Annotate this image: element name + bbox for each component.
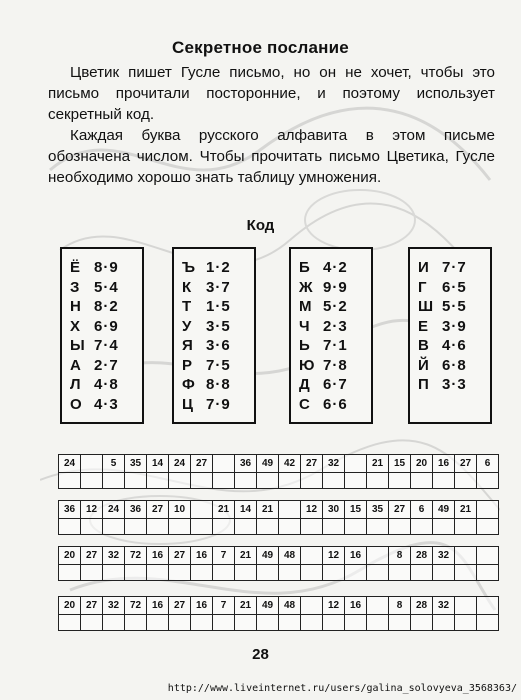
code-expression: 7·7 [442, 259, 467, 277]
answer-cell[interactable] [235, 565, 257, 581]
number-cell: 24 [59, 455, 81, 473]
answer-cell[interactable] [411, 615, 433, 631]
answer-cell[interactable] [125, 565, 147, 581]
code-expression: 1·5 [206, 298, 231, 316]
number-cell: 28 [411, 597, 433, 615]
number-cell: 36 [235, 455, 257, 473]
code-expression: 3·5 [206, 317, 231, 335]
code-expression: 5·4 [94, 278, 119, 296]
answer-cell[interactable] [81, 519, 103, 535]
answer-grid [58, 546, 499, 581]
code-entry [418, 278, 484, 298]
code-letter: Ж [299, 278, 313, 296]
number-cell: 12 [323, 547, 345, 565]
code-entry [182, 297, 248, 317]
answer-cell[interactable] [59, 565, 81, 581]
code-letter: В [418, 337, 429, 355]
answer-cell[interactable] [125, 473, 147, 489]
code-entry [70, 375, 136, 395]
code-letter: Е [418, 317, 429, 335]
code-expression: 4·3 [94, 395, 119, 413]
number-cell: 27 [81, 597, 103, 615]
answer-cell[interactable] [279, 615, 301, 631]
number-cell: 21 [367, 455, 389, 473]
number-cell: 6 [411, 501, 433, 519]
code-letter: Ч [299, 317, 310, 335]
answer-cell[interactable] [323, 615, 345, 631]
number-cell: 27 [147, 501, 169, 519]
number-cell: 24 [103, 501, 125, 519]
code-entry [299, 278, 365, 298]
code-letter: Л [70, 376, 81, 394]
intro-text [48, 62, 495, 188]
intro-paragraph: Цветик пишет Гусле письмо, но он не хочет, чтобы это письмо прочитали посторонние, и поэтому использует секретный код. [48, 64, 495, 123]
number-cell: 30 [323, 501, 345, 519]
code-entry [418, 356, 484, 376]
number-cell: 15 [345, 501, 367, 519]
answer-cell[interactable] [389, 473, 411, 489]
code-letter: Х [70, 317, 81, 335]
number-cell: 48 [279, 547, 301, 565]
code-expression: 4·2 [323, 259, 348, 277]
code-entry [299, 297, 365, 317]
number-cell: 27 [81, 547, 103, 565]
number-cell [301, 547, 323, 565]
code-expression: 7·1 [323, 337, 348, 355]
number-cell: 16 [191, 547, 213, 565]
code-box [172, 247, 256, 424]
answer-cell[interactable] [191, 615, 213, 631]
number-cell [477, 547, 499, 565]
code-expression: 7·5 [206, 356, 231, 374]
code-expression: 5·5 [442, 298, 467, 316]
code-letter: Б [299, 259, 310, 277]
answer-grid [58, 596, 499, 631]
code-box [289, 247, 373, 424]
number-cell: 16 [147, 597, 169, 615]
answer-cell[interactable] [411, 473, 433, 489]
code-entry [182, 278, 248, 298]
code-letter: Я [182, 337, 193, 355]
code-entry [299, 258, 365, 278]
number-cell: 8 [389, 597, 411, 615]
answer-cell[interactable] [279, 519, 301, 535]
answer-cell[interactable] [477, 615, 499, 631]
code-expression: 6·7 [323, 376, 348, 394]
number-cell: 48 [279, 597, 301, 615]
answer-cell[interactable] [389, 615, 411, 631]
number-cell: 72 [125, 597, 147, 615]
number-cell: 14 [235, 501, 257, 519]
code-expression: 3·3 [442, 376, 467, 394]
number-cell [367, 547, 389, 565]
number-cell: 49 [257, 455, 279, 473]
code-letter: Ю [299, 356, 315, 374]
number-cell [455, 547, 477, 565]
code-letter: Г [418, 278, 427, 296]
answer-cell[interactable] [345, 615, 367, 631]
answer-cell[interactable] [323, 473, 345, 489]
code-entry [299, 395, 365, 415]
number-cell: 27 [389, 501, 411, 519]
answer-cell[interactable] [257, 615, 279, 631]
answer-cell[interactable] [103, 565, 125, 581]
answer-cell[interactable] [213, 565, 235, 581]
answer-cell[interactable] [103, 473, 125, 489]
number-cell: 36 [125, 501, 147, 519]
answer-cell[interactable] [477, 565, 499, 581]
code-letter: Р [182, 356, 193, 374]
number-cell: 6 [477, 455, 499, 473]
number-cell: 21 [257, 501, 279, 519]
code-expression: 3·7 [206, 278, 231, 296]
code-entry [70, 317, 136, 337]
code-letter: Ш [418, 298, 434, 316]
intro-paragraph: Каждая буква русского алфавита в этом письме обозначена числом. Чтобы прочитать письмо Цветика, Гусле необходимо хорошо знать таблицу умножения. [48, 127, 495, 186]
code-entry [418, 375, 484, 395]
code-entry [182, 375, 248, 395]
number-cell: 21 [455, 501, 477, 519]
number-cell: 42 [279, 455, 301, 473]
answer-cell[interactable] [257, 565, 279, 581]
code-entry [70, 395, 136, 415]
answer-cell[interactable] [257, 473, 279, 489]
code-letter: К [182, 278, 192, 296]
answer-cell[interactable] [147, 615, 169, 631]
number-cell: 72 [125, 547, 147, 565]
number-cell [455, 597, 477, 615]
code-letter: Ф [182, 376, 195, 394]
number-cell: 5 [103, 455, 125, 473]
number-cell: 21 [235, 597, 257, 615]
code-expression: 9·9 [323, 278, 348, 296]
code-expression: 8·9 [94, 259, 119, 277]
number-cell: 16 [345, 597, 367, 615]
answer-cell[interactable] [367, 473, 389, 489]
number-cell [477, 597, 499, 615]
page-number: 28 [252, 646, 269, 663]
code-entry [70, 356, 136, 376]
number-cell: 7 [213, 547, 235, 565]
answer-cell[interactable] [169, 519, 191, 535]
answer-cell[interactable] [301, 565, 323, 581]
number-cell: 12 [323, 597, 345, 615]
code-letter: З [70, 278, 80, 296]
code-letter: П [418, 376, 429, 394]
answer-cell[interactable] [235, 519, 257, 535]
answer-cell[interactable] [455, 565, 477, 581]
number-cell: 10 [169, 501, 191, 519]
answer-cell[interactable] [279, 565, 301, 581]
code-entry [70, 258, 136, 278]
answer-cell[interactable] [125, 519, 147, 535]
number-cell [81, 455, 103, 473]
answer-cell[interactable] [213, 473, 235, 489]
answer-cell[interactable] [147, 519, 169, 535]
code-letter: Ы [70, 337, 85, 355]
answer-cell[interactable] [213, 615, 235, 631]
number-cell: 32 [433, 597, 455, 615]
answer-cell[interactable] [433, 473, 455, 489]
code-entry [70, 278, 136, 298]
answer-cell[interactable] [191, 565, 213, 581]
answer-cell[interactable] [169, 615, 191, 631]
code-entry [299, 336, 365, 356]
answer-cell[interactable] [59, 615, 81, 631]
number-cell [367, 597, 389, 615]
code-letter: О [70, 395, 82, 413]
answer-cell[interactable] [257, 519, 279, 535]
answer-cell[interactable] [411, 519, 433, 535]
code-expression: 7·9 [206, 395, 231, 413]
number-cell: 21 [213, 501, 235, 519]
answer-cell[interactable] [345, 519, 367, 535]
number-cell: 35 [367, 501, 389, 519]
answer-cell[interactable] [301, 473, 323, 489]
code-expression: 6·5 [442, 278, 467, 296]
answer-cell[interactable] [367, 615, 389, 631]
answer-cell[interactable] [191, 519, 213, 535]
answer-cell[interactable] [455, 519, 477, 535]
number-cell: 21 [235, 547, 257, 565]
code-expression: 6·8 [442, 356, 467, 374]
number-cell: 32 [103, 597, 125, 615]
answer-cell[interactable] [59, 519, 81, 535]
answer-cell[interactable] [235, 473, 257, 489]
number-cell [213, 455, 235, 473]
answer-cell[interactable] [477, 473, 499, 489]
number-cell: 32 [323, 455, 345, 473]
answer-cell[interactable] [389, 565, 411, 581]
number-cell: 49 [257, 597, 279, 615]
code-expression: 8·8 [206, 376, 231, 394]
code-letter: Ё [70, 259, 81, 277]
number-cell: 27 [455, 455, 477, 473]
number-cell: 15 [389, 455, 411, 473]
code-entry [182, 395, 248, 415]
code-box [408, 247, 492, 424]
code-entry [418, 317, 484, 337]
number-cell: 12 [301, 501, 323, 519]
answer-cell[interactable] [367, 519, 389, 535]
answer-cell[interactable] [323, 565, 345, 581]
answer-cell[interactable] [81, 565, 103, 581]
number-cell: 27 [169, 597, 191, 615]
source-url: http://www.liveinternet.ru/users/galina_solovyeva_3568363/ [167, 683, 517, 694]
answer-cell[interactable] [103, 615, 125, 631]
number-cell: 27 [169, 547, 191, 565]
code-expression: 5·2 [323, 298, 348, 316]
answer-cell[interactable] [81, 615, 103, 631]
code-entry [182, 317, 248, 337]
answer-cell[interactable] [455, 473, 477, 489]
number-cell: 20 [59, 547, 81, 565]
number-cell [477, 501, 499, 519]
code-entry [418, 336, 484, 356]
code-entry [418, 258, 484, 278]
number-cell: 16 [147, 547, 169, 565]
code-letter: Ъ [182, 259, 196, 277]
answer-cell[interactable] [103, 519, 125, 535]
code-letter: А [70, 356, 81, 374]
code-title: Код [246, 217, 275, 234]
answer-cell[interactable] [389, 519, 411, 535]
answer-grid [58, 454, 499, 489]
number-cell: 20 [411, 455, 433, 473]
number-cell: 32 [433, 547, 455, 565]
number-cell: 32 [103, 547, 125, 565]
answer-grid [58, 500, 499, 535]
number-cell [191, 501, 213, 519]
code-entry [182, 336, 248, 356]
answer-cell[interactable] [147, 565, 169, 581]
code-expression: 8·2 [94, 298, 119, 316]
code-letter: Ц [182, 395, 193, 413]
number-cell: 8 [389, 547, 411, 565]
code-entry [299, 356, 365, 376]
code-letter: У [182, 317, 192, 335]
number-cell: 16 [433, 455, 455, 473]
answer-cell[interactable] [301, 519, 323, 535]
answer-cell[interactable] [433, 615, 455, 631]
code-entry [299, 317, 365, 337]
number-cell: 49 [433, 501, 455, 519]
code-entry [70, 297, 136, 317]
number-cell: 36 [59, 501, 81, 519]
code-letter: Ь [299, 337, 310, 355]
answer-cell[interactable] [81, 473, 103, 489]
code-letter: М [299, 298, 312, 316]
number-cell: 16 [345, 547, 367, 565]
number-cell: 14 [147, 455, 169, 473]
answer-cell[interactable] [235, 615, 257, 631]
answer-cell[interactable] [433, 565, 455, 581]
code-box [60, 247, 144, 424]
code-letter: И [418, 259, 429, 277]
code-letter: С [299, 395, 310, 413]
number-cell [345, 455, 367, 473]
code-expression: 6·6 [323, 395, 348, 413]
answer-cell[interactable] [213, 519, 235, 535]
answer-cell[interactable] [125, 615, 147, 631]
answer-cell[interactable] [279, 473, 301, 489]
answer-cell[interactable] [191, 473, 213, 489]
answer-cell[interactable] [169, 473, 191, 489]
number-cell: 27 [301, 455, 323, 473]
code-entry [182, 258, 248, 278]
answer-cell[interactable] [147, 473, 169, 489]
code-letter: Н [70, 298, 81, 316]
code-expression: 7·4 [94, 337, 119, 355]
answer-cell[interactable] [345, 473, 367, 489]
number-cell [279, 501, 301, 519]
answer-cell[interactable] [411, 565, 433, 581]
answer-cell[interactable] [367, 565, 389, 581]
answer-cell[interactable] [301, 615, 323, 631]
number-cell: 27 [191, 455, 213, 473]
answer-cell[interactable] [477, 519, 499, 535]
code-expression: 4·6 [442, 337, 467, 355]
number-cell: 35 [125, 455, 147, 473]
code-entry [182, 356, 248, 376]
code-expression: 6·9 [94, 317, 119, 335]
answer-cell[interactable] [59, 473, 81, 489]
answer-cell[interactable] [345, 565, 367, 581]
code-letter: Д [299, 376, 310, 394]
code-expression: 2·7 [94, 356, 119, 374]
code-entry [299, 375, 365, 395]
code-expression: 2·3 [323, 317, 348, 335]
code-letter: Й [418, 356, 429, 374]
number-cell: 24 [169, 455, 191, 473]
code-expression: 4·8 [94, 376, 119, 394]
number-cell: 28 [411, 547, 433, 565]
code-expression: 7·8 [323, 356, 348, 374]
answer-cell[interactable] [455, 615, 477, 631]
number-cell: 49 [257, 547, 279, 565]
answer-cell[interactable] [433, 519, 455, 535]
code-entry [70, 336, 136, 356]
code-expression: 3·9 [442, 317, 467, 335]
number-cell: 20 [59, 597, 81, 615]
number-cell: 7 [213, 597, 235, 615]
number-cell: 16 [191, 597, 213, 615]
page-title: Секретное послание [172, 38, 349, 57]
code-entry [418, 297, 484, 317]
answer-cell[interactable] [169, 565, 191, 581]
code-expression: 1·2 [206, 259, 231, 277]
answer-cell[interactable] [323, 519, 345, 535]
number-cell: 12 [81, 501, 103, 519]
number-cell [301, 597, 323, 615]
code-letter: Т [182, 298, 192, 316]
code-expression: 3·6 [206, 337, 231, 355]
